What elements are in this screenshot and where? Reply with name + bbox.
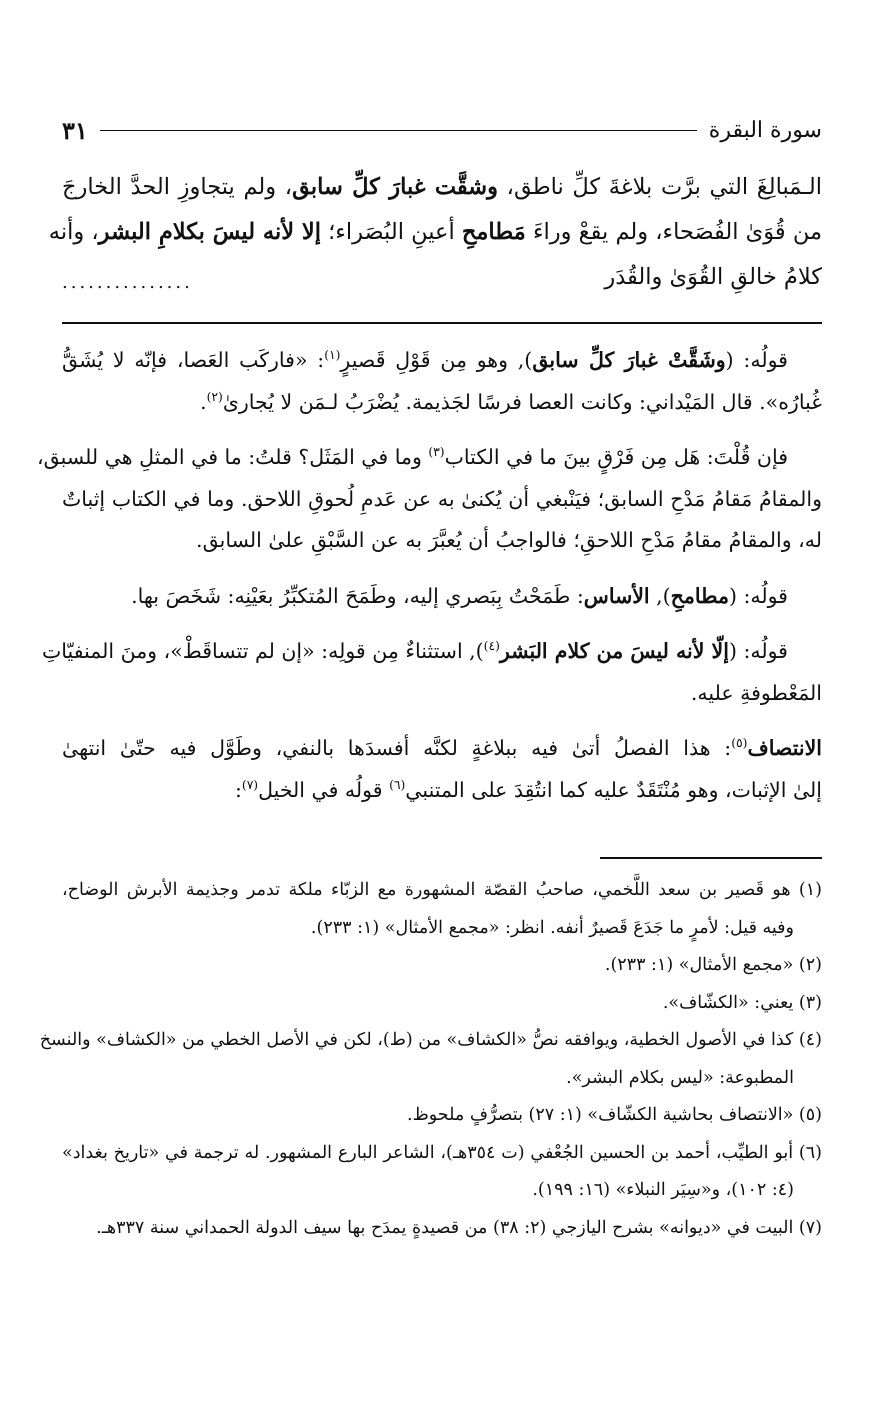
commentary-separator bbox=[62, 322, 822, 324]
commentary-line: إلىٰ الإثبات، وهو مُنْتَقَدٌ عليه كما انتُقِدَ على المتنبي$^{(٦)}$ قولُه في الخيل$^{(٧)}$: bbox=[234, 777, 822, 802]
commentary-line: الانتصاف$^{(٥)}$: هذا الفصلُ أتىٰ فيه ببلاغةٍ لكنَّه أفسدَها بالنفي، وطَوَّل فيه حتّىٰ انتهىٰ bbox=[62, 736, 822, 760]
page-header bbox=[62, 108, 822, 152]
footnote-line: (٧) البيت في «ديوانه» بشرح اليازجي (٢: ٣٨) من قصيدةٍ يمدَح بها سيف الدولة الحمداني سنة ٣٣٧هـ. bbox=[96, 1217, 822, 1238]
commentary-line: المَعْطوفةِ عليه. bbox=[690, 680, 822, 705]
commentary-line: والمقامُ مَقامُ مَدْحِ السابق؛ فيَنْبغي أن يُكنىٰ به عن عَدمِ لُحوقِ اللاحق. وما في الكتاب إثباتٌ bbox=[62, 486, 822, 511]
commentary-line: قولُه: (إلّا لأنه ليسَ من كلام البَشر$^{(٤)}$), استثناءٌ مِن قولِه: «إن لم تتساقَطْ»، ومنَ المنفيّاتِ bbox=[42, 639, 788, 663]
surah-title: سورة البقرة bbox=[708, 117, 822, 143]
header-rule bbox=[100, 130, 697, 131]
footnote-line: (٤) كذا في الأصول الخطية، ويوافقه نصُّ «الكشاف» من (ط)، لكن في الأصل الخطي من «الكشاف» والنسخ bbox=[39, 1030, 822, 1050]
footnote-line: (١) هو قَصير بن سعد اللَّخمي، صاحبُ القصّة المشهورة مع الزبّاء ملكة تدمر وجذيمة الأبرش الوضاح، bbox=[62, 880, 822, 900]
commentary-line: قولُه: (مطامحِ), الأساس: طَمَحْتُ بِبَصري إليه، وطَمَحَ المُتكبِّرُ بعَيْنِه: شَخَصَ بها. bbox=[131, 583, 788, 608]
footnote-line: وفيه قيل: لأمرٍ ما جَدَعَ قَصيرٌ أنفه. انظر: «مجمع الأمثال» (١: ٢٣٣). bbox=[310, 917, 794, 938]
footnote-line: المطبوعة: «ليس بكلام البشر». bbox=[566, 1067, 794, 1088]
main-line-1: الـمَبالِغَ التي برَّت بلاغةَ كلِّ ناطق، وشقَّت غبارَ كلِّ سابق، ولم يتجاوزِ الحدَّ الخارجَ bbox=[62, 174, 822, 200]
footnote-line: (٣) يعني: «الكشّاف». bbox=[662, 992, 822, 1013]
footnote-separator bbox=[600, 857, 822, 859]
commentary-line: قولُه: (وشَقَّتْ غبارَ كلِّ سابق), وهو مِن قَوْلِ قَصيرٍ$^{(١)}$: «فاركَب العَصا، فإنّه لا يُشَقُّ bbox=[62, 348, 788, 372]
footnotes bbox=[39, 872, 822, 1247]
main-line-3: كلامُ خالقِ القُوَىٰ والقُدَر bbox=[604, 264, 822, 290]
footnote-line: (٥) «الانتصاف بحاشية الكشّاف» (١: ٢٧) بتصرُّفٍ ملحوظ. bbox=[407, 1105, 822, 1125]
footnote-line: (٤: ١٠٢)، و«سِيَر النبلاء» (١٦: ١٩٩). bbox=[532, 1180, 794, 1200]
commentary bbox=[36, 340, 822, 811]
commentary-line: غُبارُه». قال المَيْداني: وكانت العصا فرسًا لجَذيمة. يُضْرَبُ لـمَن لا يُجارىٰ$^{(٢)}$. bbox=[200, 389, 822, 414]
commentary-line: فإن قُلْتَ: هَل مِن فَرْقٍ بينَ ما في الكتاب$^{(٣)}$ وما في المَثَل؟ قلتُ: ما في المثلِ هي للسبق، bbox=[36, 445, 788, 469]
main-line-2: من قُوَىٰ الفُصَحاء، ولم يقعْ وراءَ مَطامحِ أعينِ البُصَراء؛ إلا لأنه ليسَ بكلامِ البشر، وأنه bbox=[48, 219, 822, 245]
footnote-line: (٢) «مجمع الأمثال» (١: ٢٣٣). bbox=[604, 955, 822, 975]
footnote-line: (٦) أبو الطيِّب، أحمد بن الحسين الجُعْفي (ت ٣٥٤هـ)، الشاعر البارع المشهور. له ترجمة في «تاريخ بغداد» bbox=[62, 1142, 822, 1163]
dotted-line: ............... bbox=[62, 272, 193, 293]
commentary-line: له، والمقامُ مقامُ مَدْحِ اللاحقِ؛ فالواجبُ أن يُعبَّرَ به عن السَّبْقِ علىٰ السابق. bbox=[196, 528, 822, 552]
page-number: ٣١ bbox=[62, 115, 88, 145]
